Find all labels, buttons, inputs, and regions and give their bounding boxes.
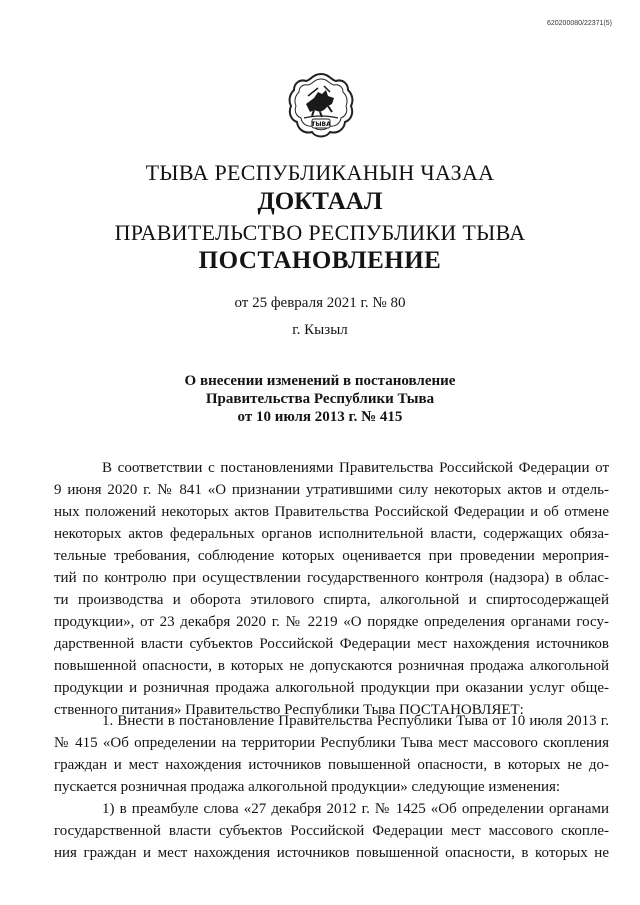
- subject-line: О внесении изменений в постановление: [184, 373, 456, 389]
- paragraph-line: тий по контролю при осуществлении государственного контроля (надзора) в облас-: [54, 570, 609, 586]
- document-city: г. Кызыл: [292, 322, 348, 338]
- document-type: ПОСТАНОВЛЕНИЕ: [198, 247, 442, 274]
- paragraph-line: продукции», от 23 декабря 2020 г. № 2219 «О порядке определения органами госу-: [54, 614, 609, 630]
- paragraph-line: В соответствии с постановлениями Правительства Российской Федерации от: [102, 460, 609, 476]
- document-date-number: от 25 февраля 2021 г. № 80: [234, 295, 406, 311]
- paragraph-line: государственной власти субъектов Российской Федерации мест массового скопле-: [54, 823, 609, 839]
- document-id: 620200080/22371(5): [546, 20, 612, 27]
- resolution-paragraph: [54, 710, 609, 864]
- paragraph-line: № 415 «Об определении на территории Республики Тыва мест массового скопления: [54, 735, 609, 751]
- emblem-label: ТЫВА: [311, 121, 331, 128]
- coat-of-arms-emblem: [284, 70, 358, 142]
- paragraph-line: некоторых актов федеральных органов исполнительной власти, содержащих обяза-: [54, 526, 609, 542]
- paragraph-line: ственного питания» Правительство Республики Тыва ПОСТАНОВЛЯЕТ:: [54, 702, 524, 718]
- tyva-government-title: ТЫВА РЕСПУБЛИКАНЫН ЧАЗАА: [145, 160, 495, 185]
- paragraph-line: 1. Внести в постановление Правительства Республики Тыва от 10 июля 2013 г.: [102, 713, 609, 729]
- subject-line: от 10 июля 2013 г. № 415: [237, 409, 403, 425]
- document-subject: [0, 372, 640, 426]
- preamble-paragraph: [54, 457, 609, 721]
- subject-line: Правительства Республики Тыва: [205, 391, 435, 407]
- paragraph-line: 9 июня 2020 г. № 841 «О признании утратившими силу некоторых актов и отдель-: [54, 482, 609, 498]
- paragraph-line: повышенной опасности, в которых не допускаются розничная продажа алкогольной: [54, 658, 609, 674]
- tyva-document-type: ДОКТААЛ: [257, 188, 383, 215]
- paragraph-line: пускается розничная продажа алкогольной продукции» следующие изменения:: [54, 779, 561, 795]
- paragraph-line: тельные требования, соблюдение которых оценивается при проведении мероприя-: [54, 548, 609, 564]
- government-title: ПРАВИТЕЛЬСТВО РЕСПУБЛИКИ ТЫВА: [114, 220, 526, 245]
- paragraph-line: продукции и розничная продажа алкогольной продукции при оказании услуг обще-: [54, 680, 609, 696]
- paragraph-line: ния граждан и мест нахождения источников повышенной опасности, в которых не: [54, 845, 609, 861]
- paragraph-line: ти производства и оборота этилового спирта, алкогольной и спиртосодержащей: [54, 592, 609, 608]
- paragraph-line: дарственной власти субъектов Российской Федерации мест нахождения источников: [54, 636, 609, 652]
- paragraph-line: ных положений некоторых актов Правительства Российской Федерации и об отмене: [54, 504, 609, 520]
- paragraph-line: 1) в преамбуле слова «27 декабря 2012 г. № 1425 «Об определении органами: [102, 801, 609, 817]
- paragraph-line: граждан и мест нахождения источников повышенной опасности, в которых не до-: [54, 757, 609, 773]
